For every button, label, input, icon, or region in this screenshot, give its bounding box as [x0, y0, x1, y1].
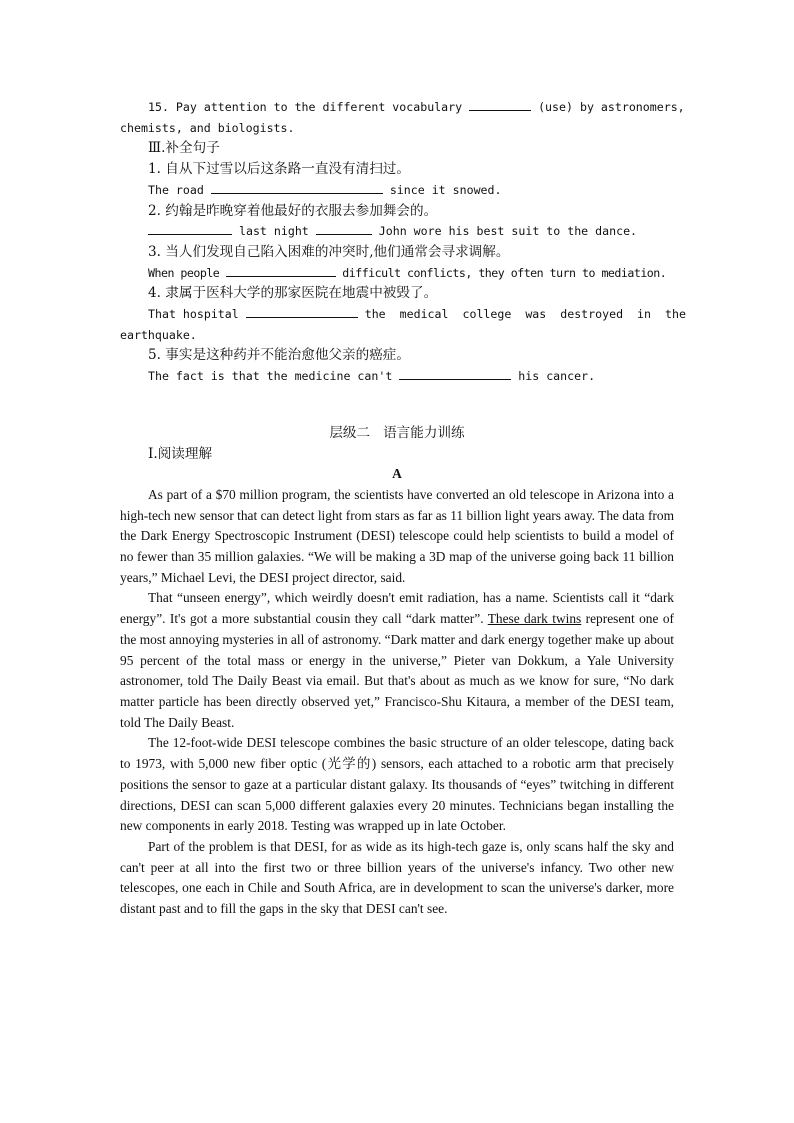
- sentence-5-chinese: 5. 事实是这种药并不能治愈他父亲的癌症。: [148, 347, 410, 364]
- paragraph-2-text-a: That “unseen energy”, which weirdly doesn't emit radiation, has a name. Scientists call it “dark energy”. It's got a more substantial cousin they call “dark matter”.: [120, 590, 674, 627]
- sentence-3-text-b: difficult conflicts, they often turn to mediation.: [342, 265, 667, 280]
- passage-paragraph-1: As part of a $70 million program, the scientists have converted an old telescope in Arizona into a high-tech new sensor that can detect light from stars as far as 11 billion light years away. The data from the Dark Energy Spectroscopic Instrument (DESI) telescope could help scientists to build a model of no fewer than 35 million galaxies. “We will be making a 3D map of the universe going back 11 billion years,” Michael Levi, the DESI project director, said.: [120, 486, 674, 585]
- section-3-heading: Ⅲ.补全句子: [148, 140, 220, 157]
- item-15-text-b: (use) by astronomers,: [538, 100, 685, 114]
- sentence-2-chinese: 2. 约翰是昨晚穿着他最好的衣服去参加舞会的。: [148, 202, 438, 219]
- sentence-5-english: [120, 366, 674, 387]
- passage-paragraph-4: Part of the problem is that DESI, for as wide as its high-tech gaze is, only scans half the sky and can't peer at all into the first two or three billion years of the universe's infancy. Two other new telescopes, one each in Chile and South Africa, are in development to scan the universe's darker, more distant past and to fill the gaps in the sky that DESI can't see.: [120, 838, 674, 917]
- reading-heading: Ⅰ.阅读理解: [148, 445, 213, 462]
- sentence-4-text-b: the medical college was destroyed in the: [364, 307, 686, 322]
- section-spacer: [120, 387, 674, 423]
- blank-5[interactable]: [399, 367, 511, 380]
- passage-paragraph-3: The 12-foot-wide DESI telescope combines the basic structure of an older telescope, dating back to 1973, with 5,000 new fiber optic (光学的) sensors, each attached to a robotic arm that precisely positions the sensor to gaze at a particular distant galaxy. Its thousands of “eyes” twitching in different directions, DESI can scan 5,000 different galaxies every 20 minutes. Technicians began installing the new components in early 2018. Testing was wrapped up in late October.: [120, 735, 674, 834]
- exercise-item-15-continued: chemists, and biologists.: [120, 120, 295, 135]
- blank-2b[interactable]: [316, 222, 372, 235]
- passage-label: A: [392, 466, 402, 482]
- sentence-2-text-b: John wore his best suit to the dance.: [378, 224, 638, 239]
- sentence-4-english-continued: earthquake.: [120, 327, 197, 342]
- sentence-5-text-a: The fact is that the medicine can't: [148, 369, 393, 384]
- sentence-1-chinese: 1. 自从下过雪以后这条路一直没有清扫过。: [148, 161, 410, 178]
- paragraph-2-text-b: represent one of the most annoying mysteries in all of astronomy. “Dark matter and dark energy together make up about 95 percent of the total mass or energy in the universe,” Pieter van Dokkum, a Yale University astronomer, told The Daily Beast via email. But that's about as much as we know for sure, “No dark matter particle has been directly observed yet,” Francisco-Shu Kitaura, a member of the DESI team, told The Daily Beast.: [120, 611, 674, 730]
- sentence-4-text-a: That hospital: [148, 307, 239, 322]
- sentence-5-text-b: his cancer.: [518, 369, 596, 384]
- sentence-3-chinese: 3. 当人们发现自己陷入困难的冲突时,他们通常会寻求调解。: [148, 243, 510, 260]
- sentence-4-english: [120, 304, 686, 325]
- sentence-1-english: [120, 180, 674, 201]
- blank-3[interactable]: [226, 264, 336, 277]
- document-page: [120, 97, 686, 920]
- blank-1[interactable]: [211, 181, 383, 194]
- level-2-title: 层级二 语言能力训练: [329, 424, 465, 441]
- sentence-4-chinese: 4. 隶属于医科大学的那家医院在地震中被毁了。: [148, 285, 438, 302]
- blank-15[interactable]: [469, 98, 531, 111]
- underlined-phrase: These dark twins: [487, 611, 582, 627]
- blank-2a[interactable]: [148, 222, 232, 235]
- passage-paragraph-2: [120, 588, 674, 733]
- blank-4[interactable]: [246, 305, 358, 318]
- sentence-1-text-b: since it snowed.: [389, 182, 502, 197]
- item-15-text-a: 15. Pay attention to the different vocabulary: [148, 100, 463, 114]
- sentence-1-text-a: The road: [148, 182, 204, 197]
- sentence-3-english: [120, 263, 674, 284]
- exercise-item-15: [120, 97, 685, 118]
- sentence-3-text-a: When people: [148, 265, 220, 280]
- sentence-2-english: [120, 221, 674, 242]
- sentence-2-text-a: last night: [238, 224, 309, 239]
